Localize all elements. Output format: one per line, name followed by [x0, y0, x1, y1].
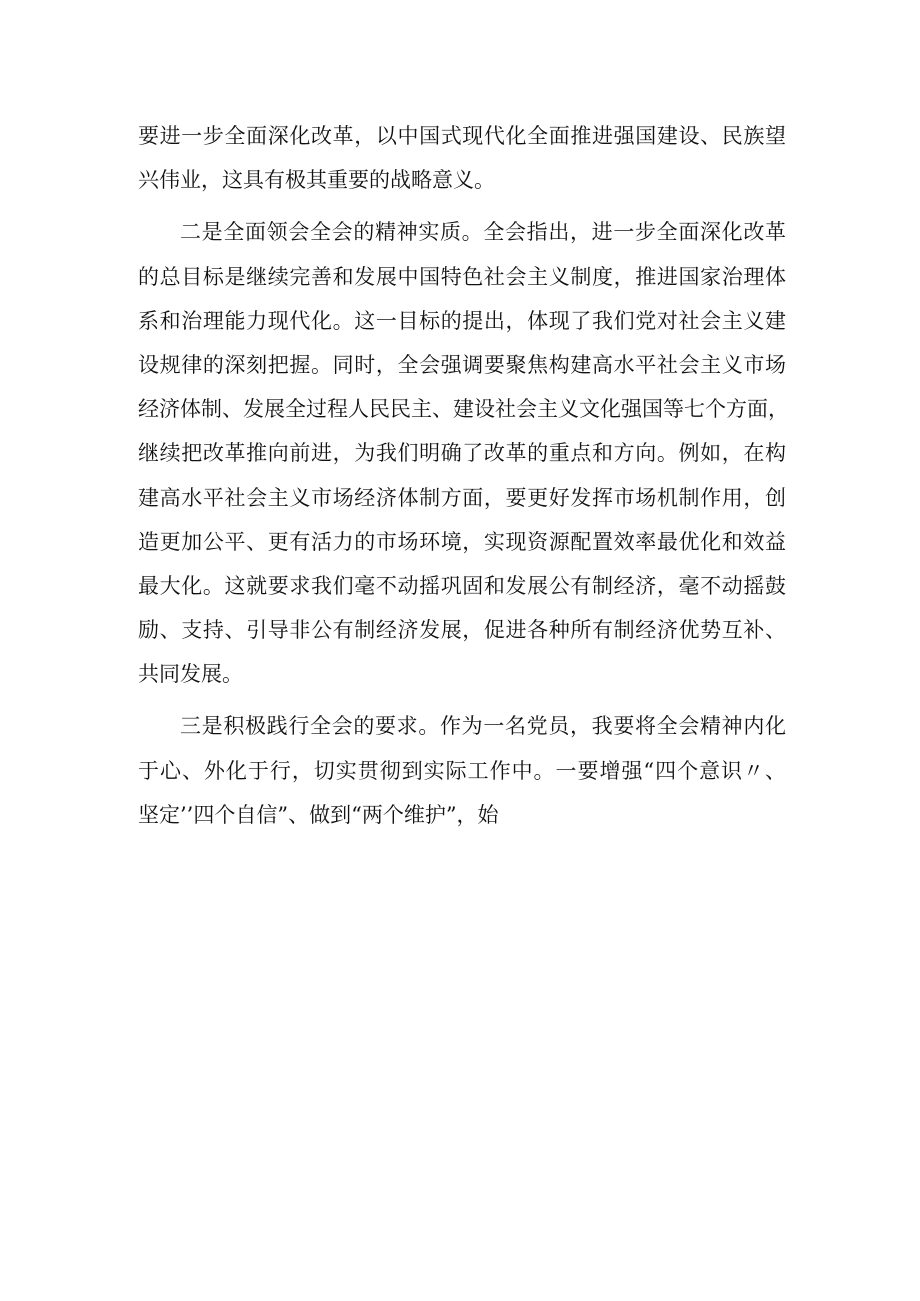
paragraph-gap — [138, 202, 786, 210]
paragraph-1 — [138, 114, 786, 202]
text-line: 造更加公平、更有活力的市场环境，实现资源配置效率最优化和效益 — [138, 529, 786, 554]
text-line: 的总目标是继续完善和发展中国特色社会主义制度，推进国家治理体 — [138, 264, 786, 289]
paragraph-3 — [138, 704, 786, 837]
text-line: 经济体制、发展全过程人民民主、建设社会主义文化强国等七个方面， — [138, 397, 789, 422]
text-line: 励、支持、引导非公有制经济发展，促进各种所有制经济优势互补、 — [138, 618, 786, 643]
text-line: 二是全面领会全会的精神实质。全会指出，进一步全面深化改革 — [180, 220, 786, 245]
text-line: 要进一步全面深化改革，以中国式现代化全面推进强国建设、民族望 — [138, 124, 786, 148]
paragraph-gap — [138, 696, 786, 704]
text-line: 兴伟业，这具有极其重要的战略意义。 — [138, 168, 495, 193]
text-line: 系和治理能力现代化。这一目标的提出，体现了我们党对社会主义建 — [138, 308, 786, 333]
text-line: 继续把改革推向前进，为我们明确了改革的重点和方向。例如，在构 — [138, 441, 786, 466]
document-body — [138, 114, 789, 837]
text-line: 共同发展。 — [138, 662, 243, 687]
text-line: 最大化。这就要求我们毫不动摇巩固和发展公有制经济，毫不动摇鼓 — [138, 573, 786, 598]
text-line: 设规律的深刻把握。同时，全会强调要聚焦构建高水平社会主义市场 — [138, 352, 786, 377]
paragraph-2 — [138, 210, 789, 696]
text-line: 于心、外化于行，切实贯彻到实际工作中。一要增强“四个意识〃、 — [138, 758, 786, 783]
text-line: 坚定’’四个自信”、做到“两个维护”，始 — [138, 802, 499, 827]
text-line: 三是积极践行全会的要求。作为一名党员，我要将全会精神内化 — [180, 714, 786, 739]
text-line: 建高水平社会主义市场经济体制方面，要更好发挥市场机制作用，创 — [138, 485, 786, 510]
